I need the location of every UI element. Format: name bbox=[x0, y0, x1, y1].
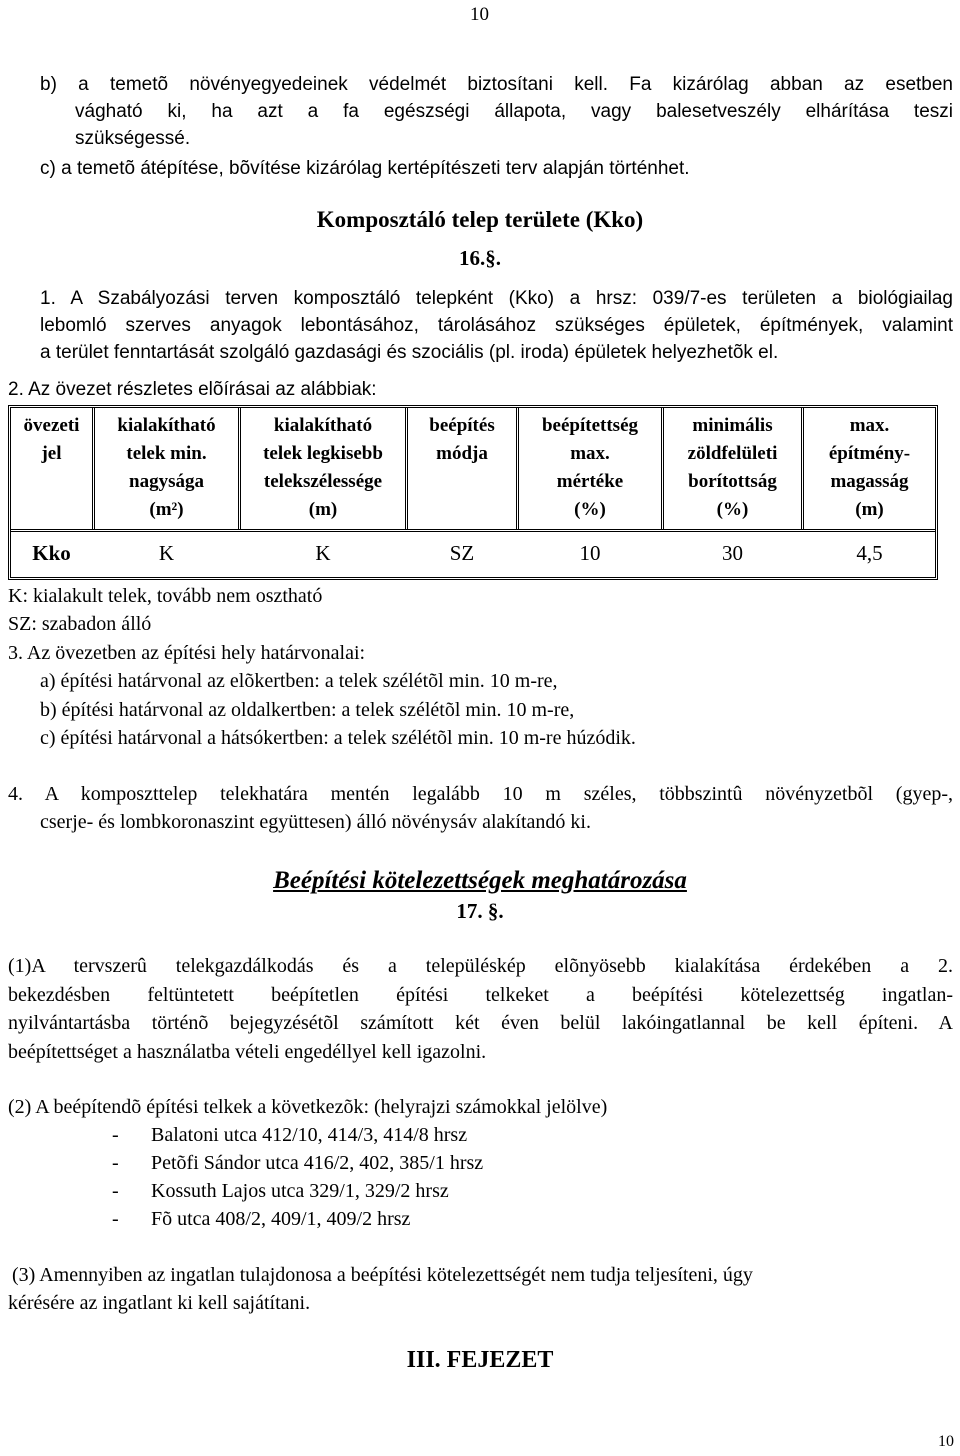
para-b-line1: b) a temetõ növényegyedeinek védelmét biztosítani kell. Fa kizárólag abban az esetben bbox=[40, 74, 953, 95]
header-max-height: max. építmény- magasság (m) bbox=[828, 415, 911, 520]
list-item: Petõfi Sándor utca 416/2, 402, 385/1 hrsz bbox=[151, 1152, 484, 1174]
cell-zone-code: Kko bbox=[32, 541, 71, 565]
para-b-line2: vágható ki, ha azt a fa egészségi állapota, vagy balesetveszély elhárítása teszi bbox=[75, 101, 953, 122]
list-bullet: - bbox=[112, 1152, 119, 1174]
cell-min-plot-size: K bbox=[158, 541, 175, 565]
page-number-bottom: 10 bbox=[938, 1433, 954, 1450]
s17-p3-line2: kérésére az ingatlant ki kell sajátítani. bbox=[8, 1292, 311, 1314]
zoning-table bbox=[8, 405, 938, 580]
p3-item-b: b) építési határvonal az oldalkertben: a telek szélétõl min. 10 m-re, bbox=[40, 699, 575, 721]
p2: 2. Az övezet részletes elõírásai az alábbiak: bbox=[8, 379, 377, 400]
p1-line3: a terület fenntartását szolgáló gazdasági és szociális (pl. iroda) épületek helyezhetõk el. bbox=[40, 342, 779, 363]
list-item: Fõ utca 408/2, 409/1, 409/2 hrsz bbox=[151, 1208, 411, 1230]
s17-p1-line2: bekezdésben feltüntetett beépítetlen építési telkeket a beépítési kötelezettség ingatlan- bbox=[8, 984, 953, 1006]
s17-p2-intro: (2) A beépítendõ építési telkek a következõk: (helyrajzi számokkal jelölve) bbox=[8, 1096, 608, 1118]
cell-max-coverage: 10 bbox=[579, 541, 601, 565]
section-number: 16.§. bbox=[459, 246, 501, 270]
s17-p1-line1: (1)A tervszerû telekgazdálkodás és a településkép elõnyösebb kialakítása érdekében a 2. bbox=[8, 955, 953, 977]
p3-intro: 3. Az övezetben az építési hely határvonalai: bbox=[8, 642, 366, 664]
cell-max-height: 4,5 bbox=[856, 541, 883, 565]
header-min-green-area: minimális zöldfelületi borítottság (%) bbox=[687, 415, 778, 520]
list-bullet: - bbox=[112, 1180, 119, 1202]
header-building-mode: beépítés módja bbox=[429, 415, 495, 464]
legend-k: K: kialakult telek, tovább nem osztható bbox=[8, 585, 323, 607]
s17-p1-line3: nyilvántartásba történõ bejegyzésétõl számított két éven belül lakóingatlannal be kell építeni. A bbox=[8, 1012, 953, 1034]
p3-item-a: a) építési határvonal az elõkertben: a telek szélétõl min. 10 m-re, bbox=[40, 670, 558, 692]
section-title: Komposztáló telep területe (Kko) bbox=[316, 207, 644, 232]
header-min-plot-width: kialakítható telek legkisebb telekszélessége (m) bbox=[263, 415, 383, 520]
p1-line2: lebomló szerves anyagok lebontásához, tárolásához szükséges épületek, építmények, valamint bbox=[40, 315, 953, 336]
cell-min-green-area: 30 bbox=[722, 541, 743, 565]
list-item: Kossuth Lajos utca 329/1, 329/2 hrsz bbox=[151, 1180, 449, 1202]
p3-item-c: c) építési határvonal a hátsókertben: a telek szélétõl min. 10 m-re húzódik. bbox=[40, 727, 636, 749]
header-max-coverage: beépítettség max. mértéke (%) bbox=[541, 415, 639, 520]
legend-sz: SZ: szabadon álló bbox=[8, 613, 152, 635]
header-min-plot-size: kialakítható telek min. nagysága (m²) bbox=[117, 415, 216, 520]
p1-line1: 1. A Szabályozási terven komposztáló telepként (Kko) a hrsz: 039/7-es területen a biológiailag bbox=[40, 288, 953, 309]
section2-title: Beépítési kötelezettségek meghatározása bbox=[273, 867, 687, 894]
page-number-top: 10 bbox=[470, 4, 489, 25]
header-zone-code: övezeti jel bbox=[23, 415, 80, 464]
cell-building-mode: SZ bbox=[449, 541, 475, 565]
para-c: c) a temetõ átépítése, bõvítése kizárólag kertépítészeti terv alapján történhet. bbox=[40, 158, 690, 179]
list-item: Balatoni utca 412/10, 414/3, 414/8 hrsz bbox=[151, 1124, 468, 1146]
p4-line1: 4. A komposzttelep telekhatára mentén legalább 10 m széles, többszintû növényzetbõl (gyep-, bbox=[8, 783, 953, 805]
chapter-title: III. FEJEZET bbox=[406, 1347, 554, 1373]
para-b-line3: szükségessé. bbox=[75, 128, 191, 149]
p4-line2: cserje- és lombkoronaszint együttesen) álló növénysáv alakítandó ki. bbox=[40, 811, 591, 833]
s17-p1-line4: beépítettséget a használatba vételi engedéllyel kell igazolni. bbox=[8, 1041, 487, 1063]
section2-number: 17. §. bbox=[456, 899, 504, 923]
list-bullet: - bbox=[112, 1124, 119, 1146]
cell-min-plot-width: K bbox=[315, 541, 331, 565]
list-bullet: - bbox=[112, 1208, 119, 1230]
s17-p3-line1: (3) Amennyiben az ingatlan tulajdonosa a beépítési kötelezettségét nem tudja teljesíteni, úgy bbox=[12, 1264, 753, 1286]
